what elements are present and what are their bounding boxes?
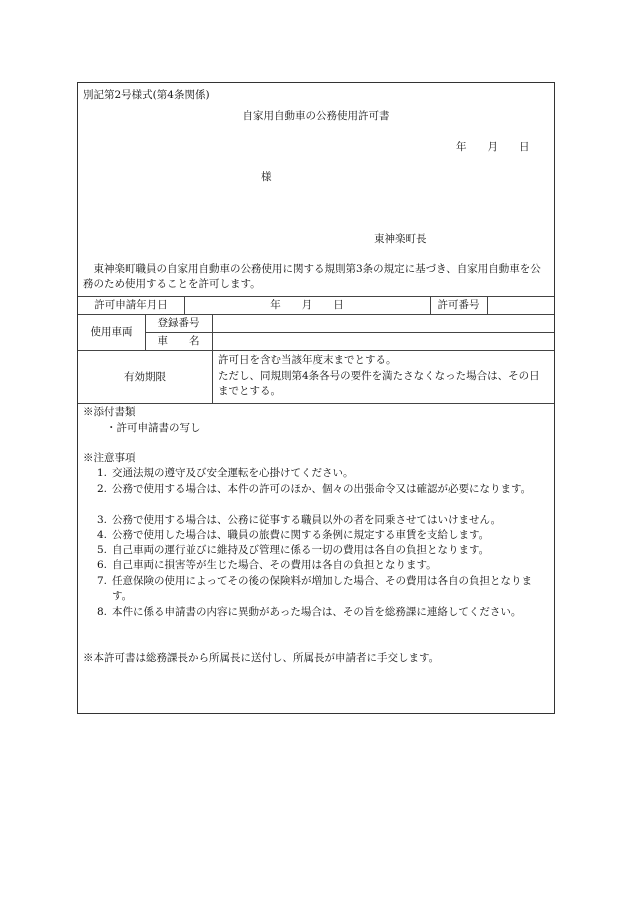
validity-line-2: ただし、同規則第4条各号の要件を満たさなくなった場合は、その日までとする。 <box>218 370 540 397</box>
note-text: 任意保険の使用によってその後の保険料が増加した場合、その費用は各自の負担となります。 <box>112 575 532 602</box>
form-reference: 別記第2号様式(第4条関係) <box>83 89 210 101</box>
note-text: 自己車両の運行並びに維持及び管理に係る一切の費用は各自の負担となります。 <box>112 544 490 556</box>
note-number: 2. <box>97 483 108 495</box>
attachment-item: ・許可申請書の写し <box>106 422 201 434</box>
table-line <box>78 314 554 315</box>
table-line <box>78 296 554 297</box>
table-line <box>487 296 488 314</box>
attachments-heading: ※添付書類 <box>83 406 136 418</box>
note-text: 公務で使用した場合は、職員の旅費に関する条例に規定する車賃を支給します。 <box>112 529 490 541</box>
car-name-label: 車 名 <box>157 335 200 347</box>
document-title: 自家用自動車の公務使用許可書 <box>242 110 390 122</box>
table-line <box>145 332 554 333</box>
issuer-name: 東神楽町長 <box>374 233 427 245</box>
permit-number-label: 許可番号 <box>437 299 480 311</box>
validity-line-1: 許可日を含む当該年度末までとする。 <box>218 354 397 366</box>
application-date-label: 許可申請年月日 <box>94 299 168 311</box>
note-number: 5. <box>97 544 108 556</box>
addressee-suffix: 様 <box>261 171 272 183</box>
table-line <box>78 403 554 404</box>
body-text: 東神楽町職員の自家用自動車の公務使用に関する規則第3条の規定に基づき、自家用自動車を公務のため使用することを許可します。 <box>83 263 541 290</box>
application-date-value[interactable]: 年 月 日 <box>270 299 344 311</box>
note-number: 3. <box>97 514 108 526</box>
footer-note: ※本許可書は総務課長から所属長に送付し、所属長が申請者に手交します。 <box>83 652 440 664</box>
table-line <box>212 314 213 403</box>
note-text: 公務で使用する場合は、公務に従事する職員以外の者を同乗させてはいけません。 <box>112 514 502 526</box>
note-number: 6. <box>97 559 108 571</box>
table-line <box>78 350 554 351</box>
issue-date: 年 月 日 <box>456 141 530 153</box>
note-number: 8. <box>97 606 108 618</box>
vehicle-label: 使用車両 <box>90 326 133 338</box>
registration-number-label: 登録番号 <box>157 317 200 329</box>
note-text: 交通法規の遵守及び安全運転を心掛けてください。 <box>112 467 354 479</box>
note-text: 自己車両に損害等が生じた場合、その費用は各自の負担となります。 <box>112 559 437 571</box>
permit-document <box>77 82 555 714</box>
validity-label: 有効期限 <box>124 371 166 383</box>
note-text: 公務で使用する場合は、本件の許可のほか、個々の出張命令又は確認が必要になります。 <box>112 483 532 495</box>
note-number: 1. <box>97 467 108 479</box>
note-number: 7. <box>97 575 108 587</box>
note-number: 4. <box>97 529 108 541</box>
notes-heading: ※注意事項 <box>83 452 136 464</box>
note-text: 本件に係る申請書の内容に異動があった場合は、その旨を総務課に連絡してください。 <box>112 606 522 618</box>
